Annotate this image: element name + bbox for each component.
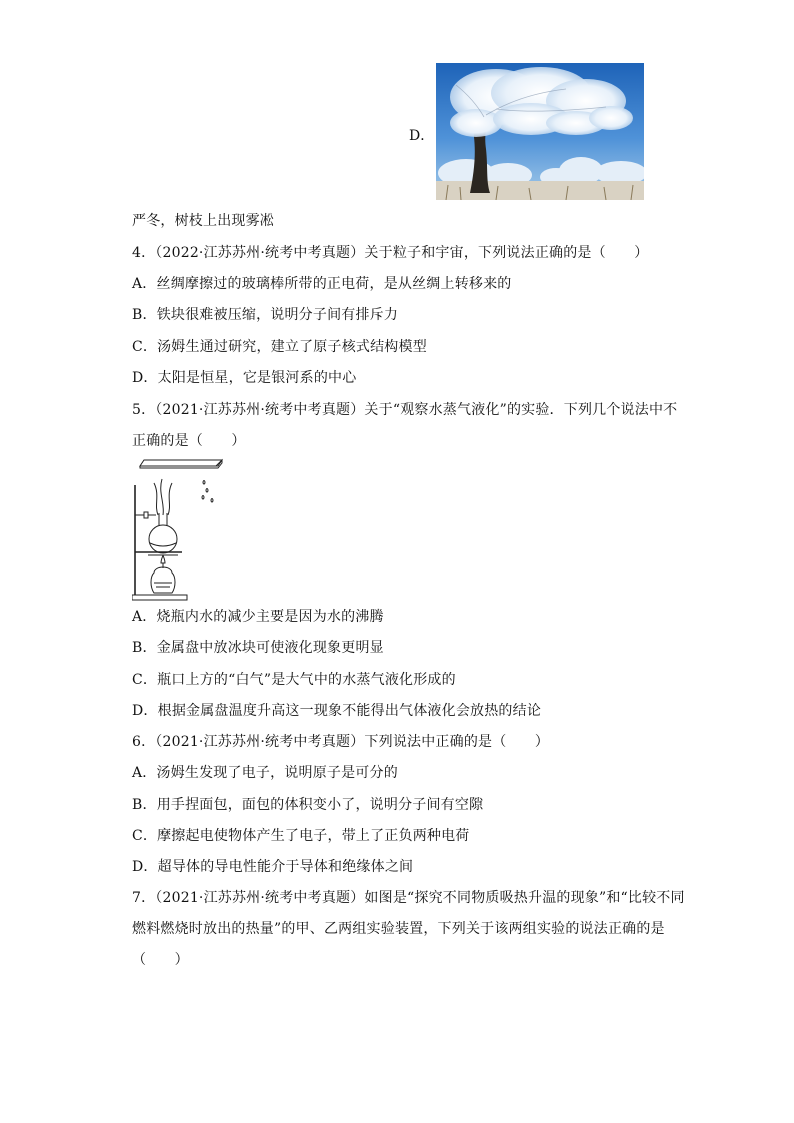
question-5-option-d: D．根据金属盘温度升高这一现象不能得出气体液化会放热的结论	[132, 703, 542, 719]
question-6-option-c: C．摩擦起电使物体产生了电子，带上了正负两种电荷	[132, 828, 470, 844]
option-d-letter: D．	[409, 128, 435, 144]
question-5-option-a: A．烧瓶内水的减少主要是因为水的沸腾	[132, 609, 384, 625]
question-6-option-a: A．汤姆生发现了电子，说明原子是可分的	[132, 765, 398, 781]
question-4-option-c: C．汤姆生通过研究，建立了原子核式结构模型	[132, 339, 427, 355]
question-4-option-b: B．铁块很难被压缩，说明分子间有排斥力	[132, 307, 399, 323]
question-7-stem-line-2: 燃料燃烧时放出的热量”的甲、乙两组实验装置，下列关于该两组实验的说法正确的是	[132, 921, 665, 937]
question-4-option-a: A．丝绸摩擦过的玻璃棒所带的正电荷，是从丝绸上转移来的	[132, 276, 512, 292]
question-6-option-b: B．用手捏面包，面包的体积变小了，说明分子间有空隙	[132, 797, 484, 813]
question-4-option-d: D．太阳是恒星，它是银河系的中心	[132, 370, 357, 386]
question-7-stem-line-1: 7．（2021·江苏苏州·统考中考真题）如图是“探究不同物质吸热升温的现象”和“比较不同	[132, 890, 685, 906]
question-5-option-b: B．金属盘中放冰块可使液化现象更明显	[132, 640, 384, 656]
question-6-stem: 6．（2021·江苏苏州·统考中考真题）下列说法中正确的是（ ）	[132, 734, 550, 750]
option-d-caption: 严冬，树枝上出现雾凇	[132, 213, 274, 229]
question-6-option-d: D．超导体的导电性能介于导体和绝缘体之间	[132, 859, 414, 875]
question-5-stem-line-2: 正确的是（ ）	[132, 433, 246, 449]
question-7-stem-line-3: （ ）	[132, 952, 189, 968]
question-4-stem: 4．（2022·江苏苏州·统考中考真题）关于粒子和宇宙，下列说法正确的是（ ）	[132, 245, 649, 261]
question-5-stem-line-1: 5．（2021·江苏苏州·统考中考真题）关于“观察水蒸气液化”的实验．下列几个说法中不	[132, 402, 678, 418]
vapor-liquefaction-apparatus-figure	[132, 455, 242, 603]
rime-tree-photo	[436, 63, 644, 200]
question-5-option-c: C．瓶口上方的“白气”是大气中的水蒸气液化形成的	[132, 672, 456, 688]
